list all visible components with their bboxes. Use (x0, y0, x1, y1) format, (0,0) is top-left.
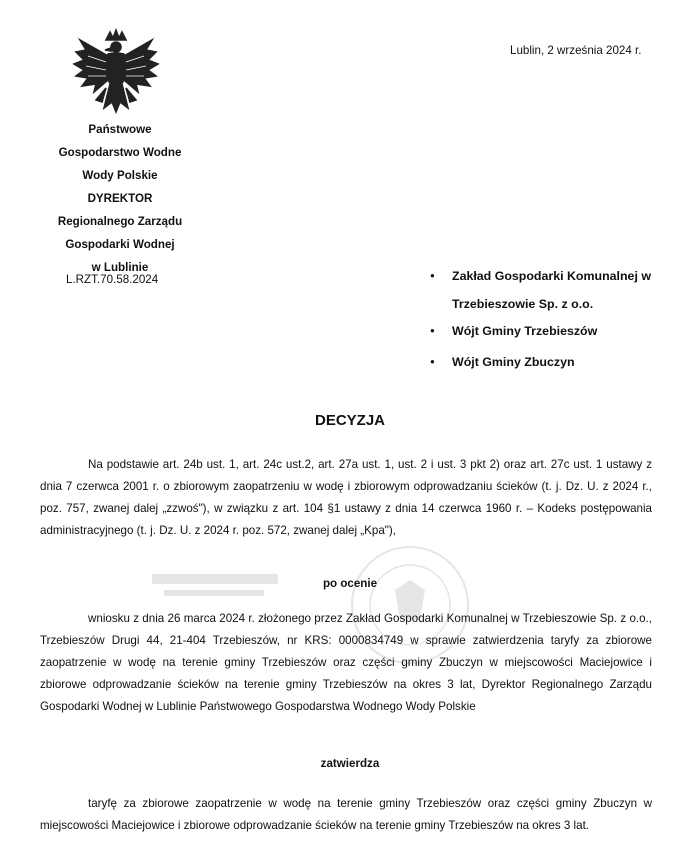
addressee-item: ● Zakład Gospodarki Komunalnej w Trzebieszowie Sp. z o.o. (430, 262, 690, 318)
review-text: wniosku z dnia 26 marca 2024 r. złożonego przez Zakład Gospodarki Komunalnej w Trzebieszowie Sp. z o.o., Trzebieszów Drugi 44, 21-404 Trzebieszów, nr KRS: 0000834749 w sprawie zatwierdzenia taryfy za zbiorowe zaopatrzenie w wodę na terenie gminy Trzebieszów oraz części gminy Zbuczyn w miejscowości Maciejowice i zbiorowe odprowadzanie ścieków na terenie gminy Trzebieszów na okres 3 lat, Dyrektor Regionalnego Zarządu Gospodarki Wodnej w Lublinie Państwowego Gospodarstwa Wodnego Wody Polskie (40, 612, 652, 713)
decision-text: taryfę za zbiorowe zaopatrzenie w wodę na terenie gminy Trzebieszów oraz części gminy Zbuczyn w miejscowości Maciejowice i zbiorowe odprowadzanie ścieków na terenie gminy Trzebieszów na okres 3 lat. (40, 797, 652, 832)
document-title: DECYZJA (314, 412, 385, 429)
addressee-item: ● Wójt Gminy Zbuczyn (430, 354, 690, 370)
issuer-block (30, 118, 210, 279)
issuer-line: Regionalnego Zarządu (57, 215, 183, 228)
issuer-line: Państwowe (88, 123, 152, 136)
polish-eagle-emblem-icon (66, 22, 166, 122)
legal-basis-text: Na podstawie art. 24b ust. 1, art. 24c ust.2, art. 27a ust. 1, ust. 2 i ust. 3 pkt 2) oraz art. 27c ust. 1 ustawy z dnia 7 czerwca 2001 r. o zbiorowym zaopatrzeniu w wodę i zbiorowym odprowadzaniu ścieków (t. j. Dz. U. z 2024 r., poz. 757, zwanej dalej „zzwoś"), w związku z art. 104 §1 ustawy z dnia 14 czerwca 1960 r. – Kodeks postępowania administracyjnego (t. j. Dz. U. z 2024 r. poz. 572, zwanej dalej „Kpa"), (40, 458, 652, 537)
addressee-item: ● Wójt Gminy Trzebieszów (430, 323, 690, 339)
place-date: Lublin, 2 września 2024 r. (510, 44, 642, 57)
review-heading: po ocenie (322, 577, 378, 590)
issuer-line: Gospodarki Wodnej (65, 238, 175, 251)
legal-basis-paragraph (40, 454, 652, 542)
issuer-line: w Lublinie (91, 261, 149, 274)
reference-number: L.RZT.70.58.2024 (66, 273, 159, 286)
issuer-line: Gospodarstwo Wodne (58, 146, 182, 159)
review-paragraph (40, 608, 652, 718)
decision-paragraph (40, 793, 652, 837)
addressee-list (430, 262, 690, 385)
issuer-line: Wody Polskie (82, 169, 158, 182)
issuer-line: DYREKTOR (87, 192, 153, 205)
decision-heading: zatwierdza (320, 757, 380, 770)
